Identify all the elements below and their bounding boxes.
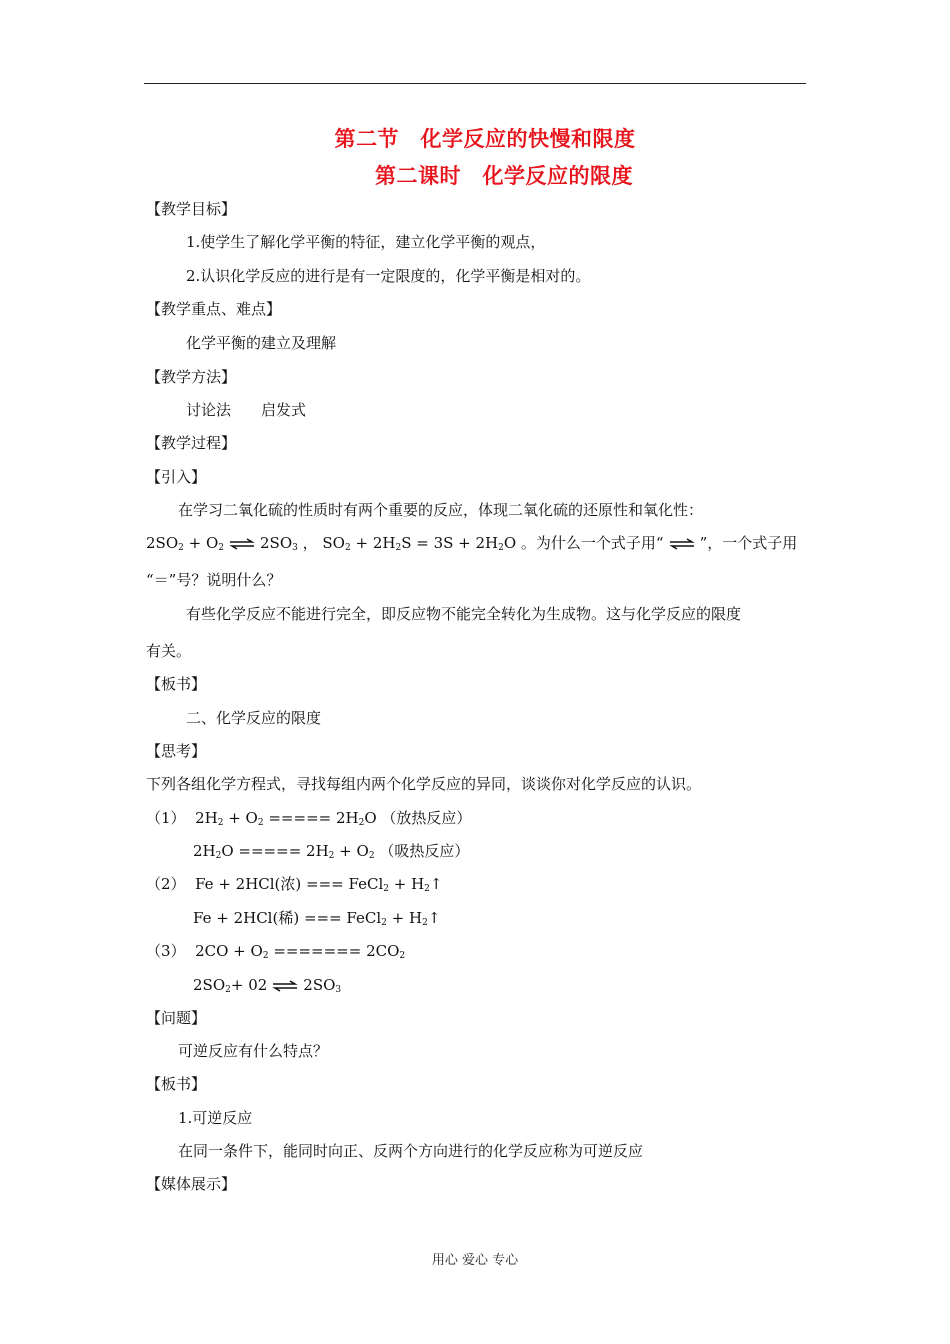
board-heading: 【板书】 — [146, 675, 207, 693]
equation-line: $2SO_2 + O_2$ $2SO_3$ ， $SO_2 + 2H_2S = 3S + 2H_2O$ 。为什么一个式子用“ ”，一个式子用 — [146, 534, 798, 553]
group-1-equation-a: （1） $2H_2 + O_2$ ===== $2H_2O$ （放热反应） — [146, 809, 472, 828]
key-heading: 【教学重点、难点】 — [146, 300, 282, 318]
method-heading: 【教学方法】 — [146, 368, 237, 386]
key-text: 化学平衡的建立及理解 — [186, 334, 337, 352]
intro-question: “＝”号？说明什么？ — [146, 571, 282, 589]
process-heading: 【教学过程】 — [146, 434, 237, 452]
group-1-equation-b: $2H_2O$ ===== $2H_2 + O_2$ （吸热反应） — [193, 842, 470, 861]
group-3-equation-a: （3） $2CO + O_2$ ======= $2CO_2$ — [146, 942, 406, 961]
intro-heading: 【引入】 — [146, 468, 207, 486]
think-text: 下列各组化学方程式，寻找每组内两个化学反应的异同，谈谈你对化学反应的认识。 — [146, 775, 702, 793]
section-title: 第二节 化学反应的快慢和限度 — [334, 127, 636, 151]
equilibrium-arrow-icon — [228, 538, 256, 550]
intro-explanation-cont: 有关。 — [146, 642, 192, 660]
question-text: 可逆反应有什么特点？ — [178, 1042, 329, 1060]
method-text: 讨论法 启发式 — [186, 401, 307, 419]
group-2-equation-a: （2） Fe + 2HCl(浓) === FeCl$_2$ + $H_2↑$ — [146, 875, 443, 894]
board2-subtitle: 1.可逆反应 — [178, 1109, 253, 1127]
page-footer: 用心 爱心 专心 — [431, 1253, 519, 1268]
intro-explanation: 有些化学反应不能进行完全，即反应物不能完全转化为生成物。这与化学反应的限度 — [186, 605, 742, 623]
lesson-title: 第二课时 化学反应的限度 — [375, 164, 633, 188]
group-3-equation-b: $2SO_2+ 02$ $2SO_3$ — [193, 976, 342, 995]
board-text: 二、化学反应的限度 — [186, 709, 322, 727]
goal-item-1: 1.使学生了解化学平衡的特征，建立化学平衡的观点， — [186, 233, 546, 251]
media-heading: 【媒体展示】 — [146, 1175, 237, 1193]
goal-item-2: 2.认识化学反应的进行是有一定限度的，化学平衡是相对的。 — [186, 267, 591, 285]
group-2-equation-b: Fe + 2HCl(稀) === FeCl$_2$ + $H_2↑$ — [193, 909, 441, 928]
think-heading: 【思考】 — [146, 742, 207, 760]
header-rule — [144, 83, 806, 84]
board2-definition: 在同一条件下，能同时向正、反两个方向进行的化学反应称为可逆反应 — [178, 1142, 644, 1160]
equilibrium-arrow-icon — [271, 980, 299, 992]
equilibrium-arrow-icon — [668, 538, 696, 550]
goal-heading: 【教学目标】 — [146, 200, 237, 218]
question-heading: 【问题】 — [146, 1009, 207, 1027]
board2-heading: 【板书】 — [146, 1075, 207, 1093]
intro-paragraph: 在学习二氧化硫的性质时有两个重要的反应，体现二氧化硫的还原性和氧化性： — [178, 501, 704, 519]
